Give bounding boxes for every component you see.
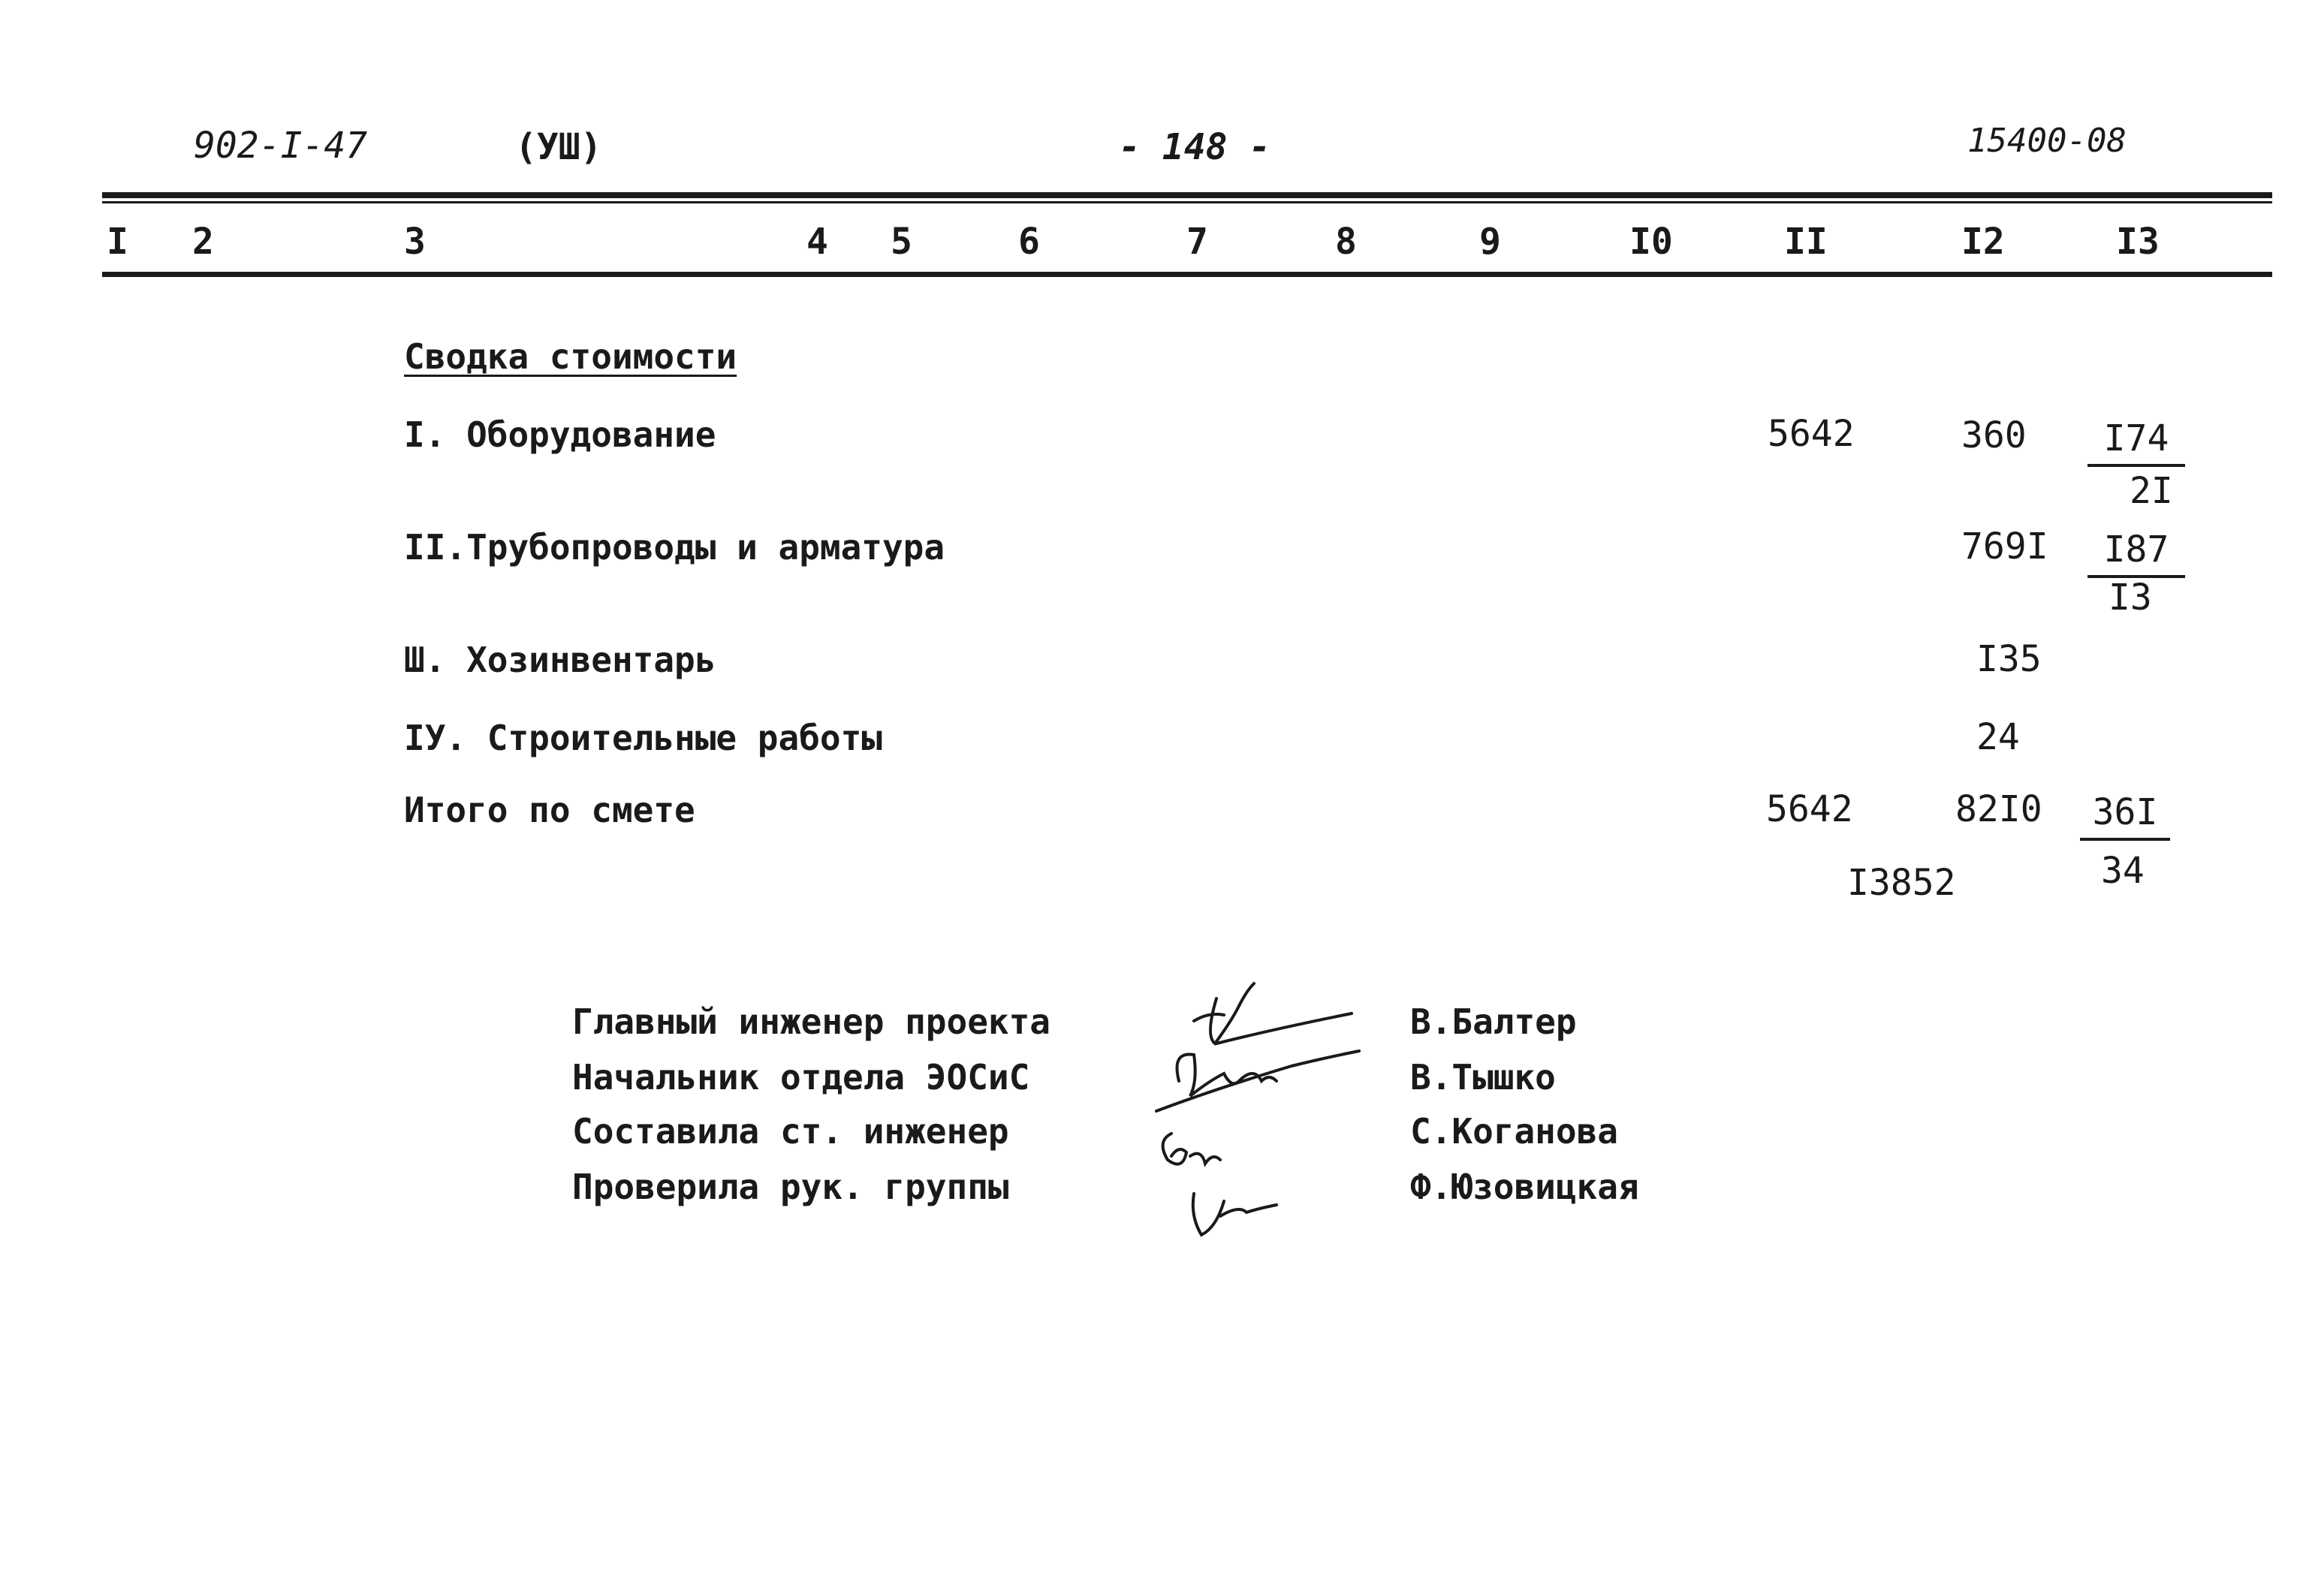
doc-number: 15400-08 (1967, 122, 2127, 160)
page-number: - 148 - (1119, 126, 1271, 168)
column-number-7: 7 (1186, 221, 1208, 263)
signature-stroke-1 (1194, 983, 1352, 1043)
column-number-1: I (107, 221, 128, 263)
row-label-total: Итого по смете (404, 790, 695, 830)
row-equipment-col13-fraction (2087, 417, 2185, 467)
handwritten-signatures (1126, 968, 1382, 1254)
row-equipment-col13-top: I74 (2087, 417, 2185, 467)
column-number-10: I0 (1629, 221, 1673, 263)
row-total-col12: 82I0 (1955, 788, 2042, 830)
row-pipelines-col12: 769I (1961, 525, 2048, 568)
row-pipelines-col13-bottom: I3 (2109, 577, 2152, 619)
row-label-inventory: Ш. Хозинвентарь (404, 640, 716, 680)
column-number-11: II (1784, 221, 1828, 263)
row-total-col11: 5642 (1766, 788, 1853, 830)
signature-name-chief-engineer: В.Балтер (1410, 1001, 1577, 1042)
row-construction-col12: 24 (1976, 716, 2020, 758)
row-equipment-col13-bottom: 2I (2130, 470, 2173, 512)
column-number-2: 2 (192, 221, 214, 263)
section-code: (УШ) (515, 126, 602, 168)
grand-total: I3852 (1847, 862, 1956, 904)
row-pipelines-col13-fraction (2087, 528, 2185, 578)
signature-stroke-3 (1163, 1134, 1220, 1164)
column-number-5: 5 (891, 221, 912, 263)
row-equipment-col11: 5642 (1768, 413, 1855, 455)
column-number-6: 6 (1018, 221, 1040, 263)
row-label-equipment: I. Оборудование (404, 414, 716, 455)
column-header-rule (102, 272, 2272, 277)
top-thin-rule (102, 201, 2272, 203)
row-label-pipelines: II.Трубопроводы и арматура (404, 527, 945, 568)
top-double-rule (102, 192, 2272, 198)
doc-code: 902-I-47 (194, 125, 368, 167)
row-inventory-col12: I35 (1976, 638, 2042, 680)
column-number-9: 9 (1479, 221, 1501, 263)
row-pipelines-col13-top: I87 (2087, 528, 2185, 578)
signature-role-checker: Проверила рук. группы (572, 1167, 1009, 1207)
summary-title: Сводка стоимости (404, 336, 737, 377)
column-number-4: 4 (806, 221, 828, 263)
signature-name-department-head: В.Тышко (1410, 1057, 1556, 1098)
column-number-12: I2 (1961, 221, 2005, 263)
signature-name-compiler: С.Коганова (1410, 1111, 1618, 1152)
row-total-col13-top: 36I (2080, 791, 2170, 841)
signature-stroke-4 (1193, 1194, 1277, 1235)
signature-stroke-2 (1156, 1051, 1359, 1111)
column-number-3: 3 (404, 221, 426, 263)
row-total-col13-fraction (2080, 791, 2170, 841)
row-equipment-col12: 360 (1961, 414, 2027, 456)
signature-role-department-head: Начальник отдела ЭОСиС (572, 1057, 1030, 1098)
signature-name-checker: Ф.Юзовицкая (1410, 1167, 1639, 1207)
column-number-13: I3 (2116, 221, 2160, 263)
signature-role-compiler: Составила ст. инженер (572, 1111, 1009, 1152)
row-label-construction: IУ. Строительные работы (404, 718, 882, 758)
row-total-col13-bottom: 34 (2101, 850, 2145, 892)
column-number-8: 8 (1335, 221, 1357, 263)
signature-role-chief-engineer: Главный инженер проекта (572, 1001, 1051, 1042)
